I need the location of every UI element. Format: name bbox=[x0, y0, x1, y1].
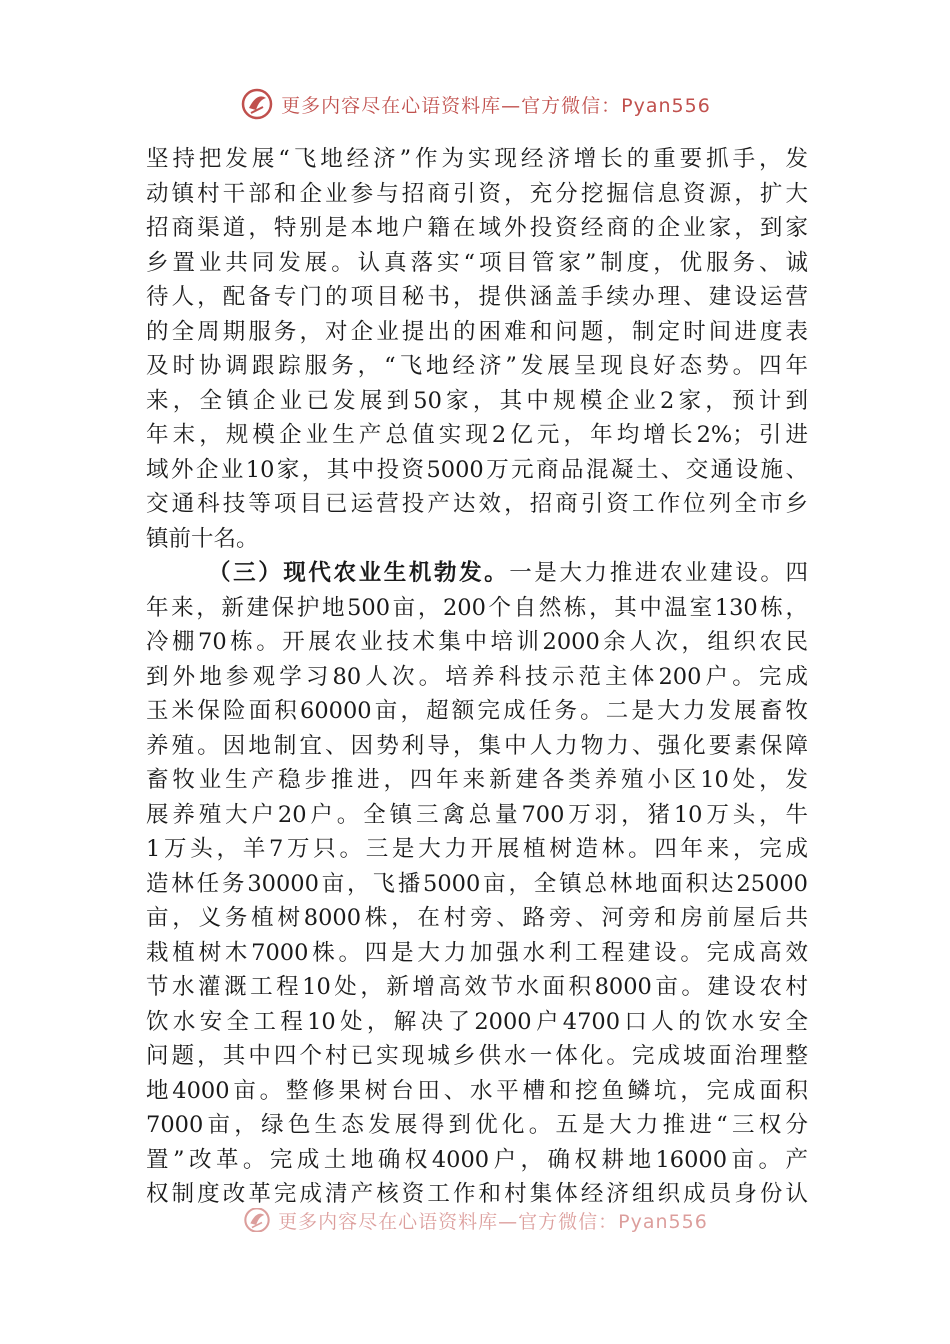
text-line: 栽植树木7000株。四是大力加强水利工程建设。完成高效 bbox=[146, 939, 808, 966]
text-line: 年来，新建保护地500亩，200个自然栋，其中温室130栋， bbox=[146, 594, 808, 621]
text-line: 镇前十名。 bbox=[146, 525, 259, 552]
text-line: 待人，配备专门的项目秘书，提供涵盖手续办理、建设运营 bbox=[146, 284, 808, 310]
text-line: 饮水安全工程10处，解决了2000户4700口人的饮水安全 bbox=[146, 1008, 808, 1035]
text-line: 动镇村干部和企业参与招商引资，充分挖掘信息资源，扩大 bbox=[146, 180, 808, 207]
text-line: 的全周期服务，对企业提出的困难和问题，制定时间进度表 bbox=[146, 318, 808, 345]
document-body bbox=[146, 142, 808, 1212]
text-line: 来，全镇企业已发展到50家，其中规模企业2家，预计到 bbox=[146, 387, 808, 414]
watermark-header bbox=[0, 86, 950, 122]
watermark-text: 更多内容尽在心语资料库—官方微信：Pyan556 bbox=[278, 1210, 708, 1232]
watermark-text: 更多内容尽在心语资料库—官方微信：Pyan556 bbox=[281, 94, 711, 117]
text-line: 造林任务30000亩，飞播5000亩，全镇总林地面积达25000 bbox=[146, 870, 808, 897]
text-line: 养殖。因地制宜、因势利导，集中人力物力、强化要素保障 bbox=[146, 732, 808, 759]
text-line: 坚持把发展“飞地经济”作为实现经济增长的重要抓手，发 bbox=[146, 146, 808, 172]
text-line: 畜牧业生产稳步推进，四年来新建各类养殖小区10处，发 bbox=[146, 767, 808, 793]
text-line: 节水灌溉工程10处，新增高效节水面积8000亩。建设农村 bbox=[146, 974, 808, 1000]
text-line: 1万头，羊7万只。三是大力开展植树造林。四年来，完成 bbox=[146, 836, 808, 862]
text-line: 玉米保险面积60000亩，超额完成任务。二是大力发展畜牧 bbox=[146, 698, 808, 724]
text-line: 权制度改革完成清产核资工作和村集体经济组织成员身份认 bbox=[146, 1181, 808, 1207]
text-line: 到外地参观学习80人次。培养科技示范主体200户。完成 bbox=[146, 663, 808, 690]
text-line: 及时协调跟踪服务，“飞地经济”发展呈现良好态势。四年 bbox=[146, 353, 808, 379]
text-line: 亩，义务植树8000株，在村旁、路旁、河旁和房前屋后共 bbox=[146, 905, 808, 931]
text-line: 地4000亩。整修果树台田、水平槽和挖鱼鳞坑，完成面积 bbox=[146, 1077, 808, 1104]
watermark-footer bbox=[0, 1208, 950, 1232]
text-line: 域外企业10家，其中投资5000万元商品混凝土、交通设施、 bbox=[146, 456, 808, 483]
text-line: 冷棚70栋。开展农业技术集中培训2000余人次，组织农民 bbox=[146, 629, 808, 655]
text-line: 问题，其中四个村已实现城乡供水一体化。完成坡面治理整 bbox=[146, 1043, 808, 1069]
text-line: 7000亩，绿色生态发展得到优化。五是大力推进“三权分 bbox=[146, 1112, 808, 1138]
text-span: 一是大力推进农业建设。四 bbox=[509, 560, 808, 586]
text-line: 乡置业共同发展。认真落实“项目管家”制度，优服务、诚 bbox=[146, 249, 808, 276]
text-line: 年末，规模企业生产总值实现2亿元，年均增长2%；引进 bbox=[146, 422, 808, 448]
brand-logo-icon bbox=[239, 86, 275, 122]
brand-logo-icon bbox=[242, 1208, 272, 1232]
text-line: 交通科技等项目已运营投产达效，招商引资工作位列全市乡 bbox=[146, 491, 808, 517]
text-line: 招商渠道，特别是本地户籍在域外投资经商的企业家，到家 bbox=[146, 215, 808, 241]
text-line: 置”改革。完成土地确权4000户，确权耕地16000亩。产 bbox=[146, 1146, 808, 1173]
text-line: 展养殖大户20户。全镇三禽总量700万羽，猪10万头，牛 bbox=[146, 801, 808, 828]
section-heading: （三）现代农业生机勃发。 bbox=[208, 560, 510, 586]
section-three-first-line bbox=[146, 556, 808, 591]
